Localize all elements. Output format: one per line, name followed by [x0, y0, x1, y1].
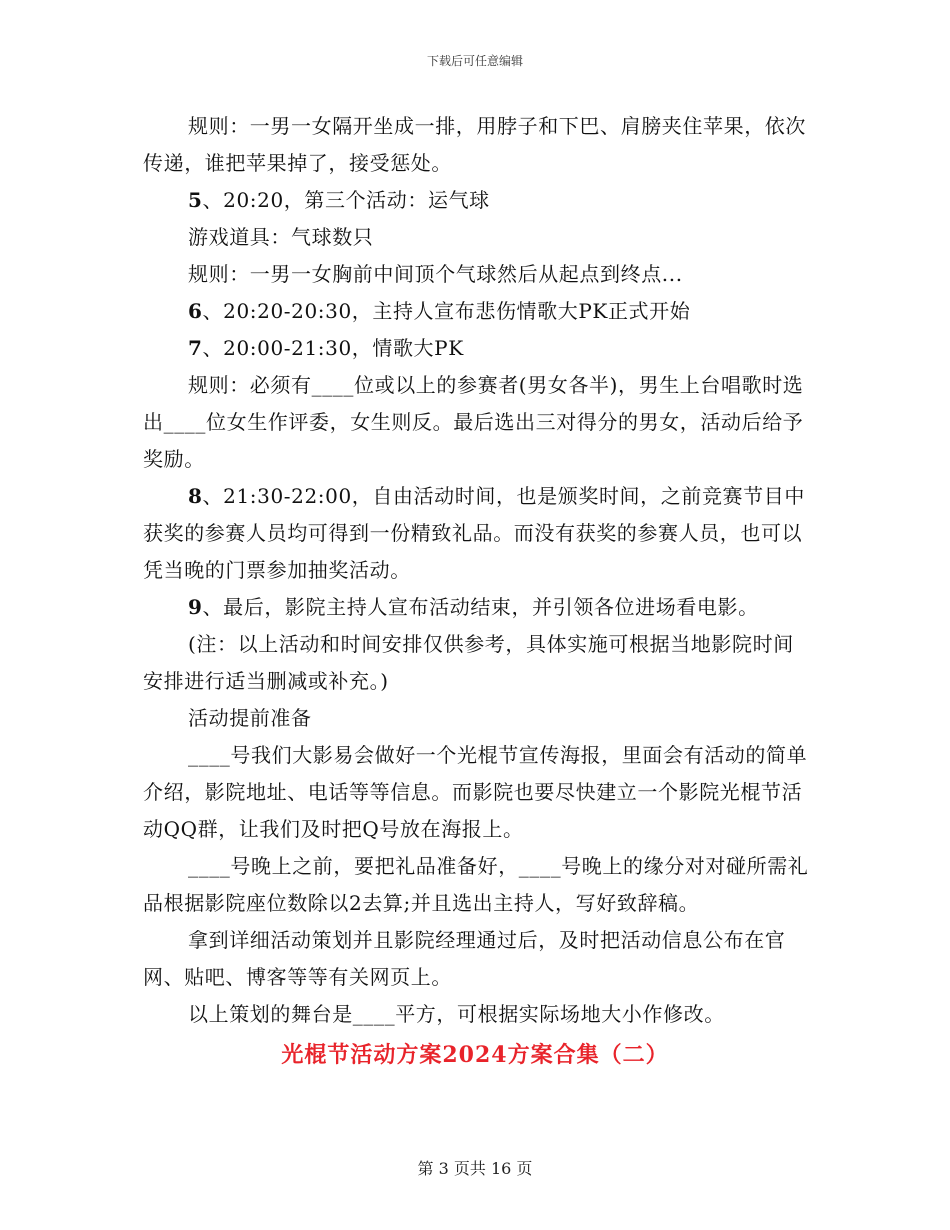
item-number: 5 — [188, 188, 203, 212]
paragraph-text: 、20:00-21:30，情歌大PK — [202, 336, 464, 360]
paragraph-text: 、21:30-22:00，自由活动时间，也是颁奖时间，之前竞赛节目中获奖的参赛人员均可得到一份精致礼品。而没有获奖的参赛人员，也可以凭当晚的门票参加抽奖活动。 — [143, 484, 805, 582]
paragraph-13 — [143, 848, 811, 922]
paragraph-text: 、最后，影院主持人宣布活动结束，并引领各位进场看电影。 — [202, 595, 759, 619]
paragraph-12 — [143, 737, 811, 848]
paragraph-text: 游戏道具：气球数只 — [188, 225, 374, 249]
paragraph-text: 拿到详细活动策划并且影院经理通过后，及时把活动信息公布在官网、贴吧、博客等等有关网页上。 — [143, 928, 786, 989]
paragraph-text: 规则：必须有____位或以上的参赛者(男女各半)，男生上台唱歌时选出____位女生作评委，女生则反。最后选出三对得分的男女，活动后给予奖励。 — [143, 373, 804, 471]
paragraph-text: (注：以上活动和时间安排仅供参考，具体实施可根据当地影院时间安排进行适当删减或补充。) — [143, 632, 794, 693]
section-heading: 光棍节活动方案2024方案合集（二） — [281, 1042, 669, 1068]
paragraph-14 — [143, 922, 811, 996]
paragraph-text: 规则：一男一女隔开坐成一排，用脖子和下巴、肩膀夹住苹果，依次传递，谁把苹果掉了，接受惩处。 — [143, 114, 806, 175]
paragraph-10 — [143, 626, 811, 700]
paragraph-8 — [143, 478, 811, 589]
paragraph-6 — [143, 330, 811, 367]
paragraph-text: ____号晚上之前，要把礼品准备好，____号晚上的缘分对对碰所需礼品根据影院座位数除以2去算;并且选出主持人，写好致辞稿。 — [143, 854, 809, 915]
page-header: 下载后可任意编辑 — [426, 54, 523, 68]
paragraph-text: 以上策划的舞台是____平方，可根据实际场地大小作修改。 — [188, 1002, 725, 1026]
item-number: 9 — [188, 595, 203, 619]
item-number: 7 — [188, 336, 203, 360]
paragraph-15 — [143, 996, 811, 1033]
paragraph-7 — [143, 367, 811, 478]
paragraph-4 — [143, 256, 811, 293]
paragraph-text: 、20:20，第三个活动：运气球 — [202, 188, 490, 212]
item-number: 6 — [188, 299, 203, 323]
paragraph-5 — [143, 293, 811, 330]
document-body — [143, 108, 811, 1033]
paragraph-text: 活动提前准备 — [188, 706, 312, 730]
item-number: 8 — [188, 484, 203, 508]
paragraph-3 — [143, 219, 811, 256]
paragraph-9 — [143, 589, 811, 626]
paragraph-text: 、20:20-20:30，主持人宣布悲伤情歌大PK正式开始 — [202, 299, 691, 323]
paragraph-2 — [143, 182, 811, 219]
paragraph-text: 规则：一男一女胸前中间顶个气球然后从起点到终点... — [188, 262, 683, 286]
page-footer: 第 3 页共 16 页 — [417, 1159, 533, 1178]
paragraph-1 — [143, 108, 811, 182]
paragraph-11 — [143, 700, 811, 737]
paragraph-text: ____号我们大影易会做好一个光棍节宣传海报，里面会有活动的简单介绍，影院地址、电话等等信息。而影院也要尽快建立一个影院光棍节活动QQ群，让我们及时把Q号放在海报上。 — [143, 743, 808, 841]
